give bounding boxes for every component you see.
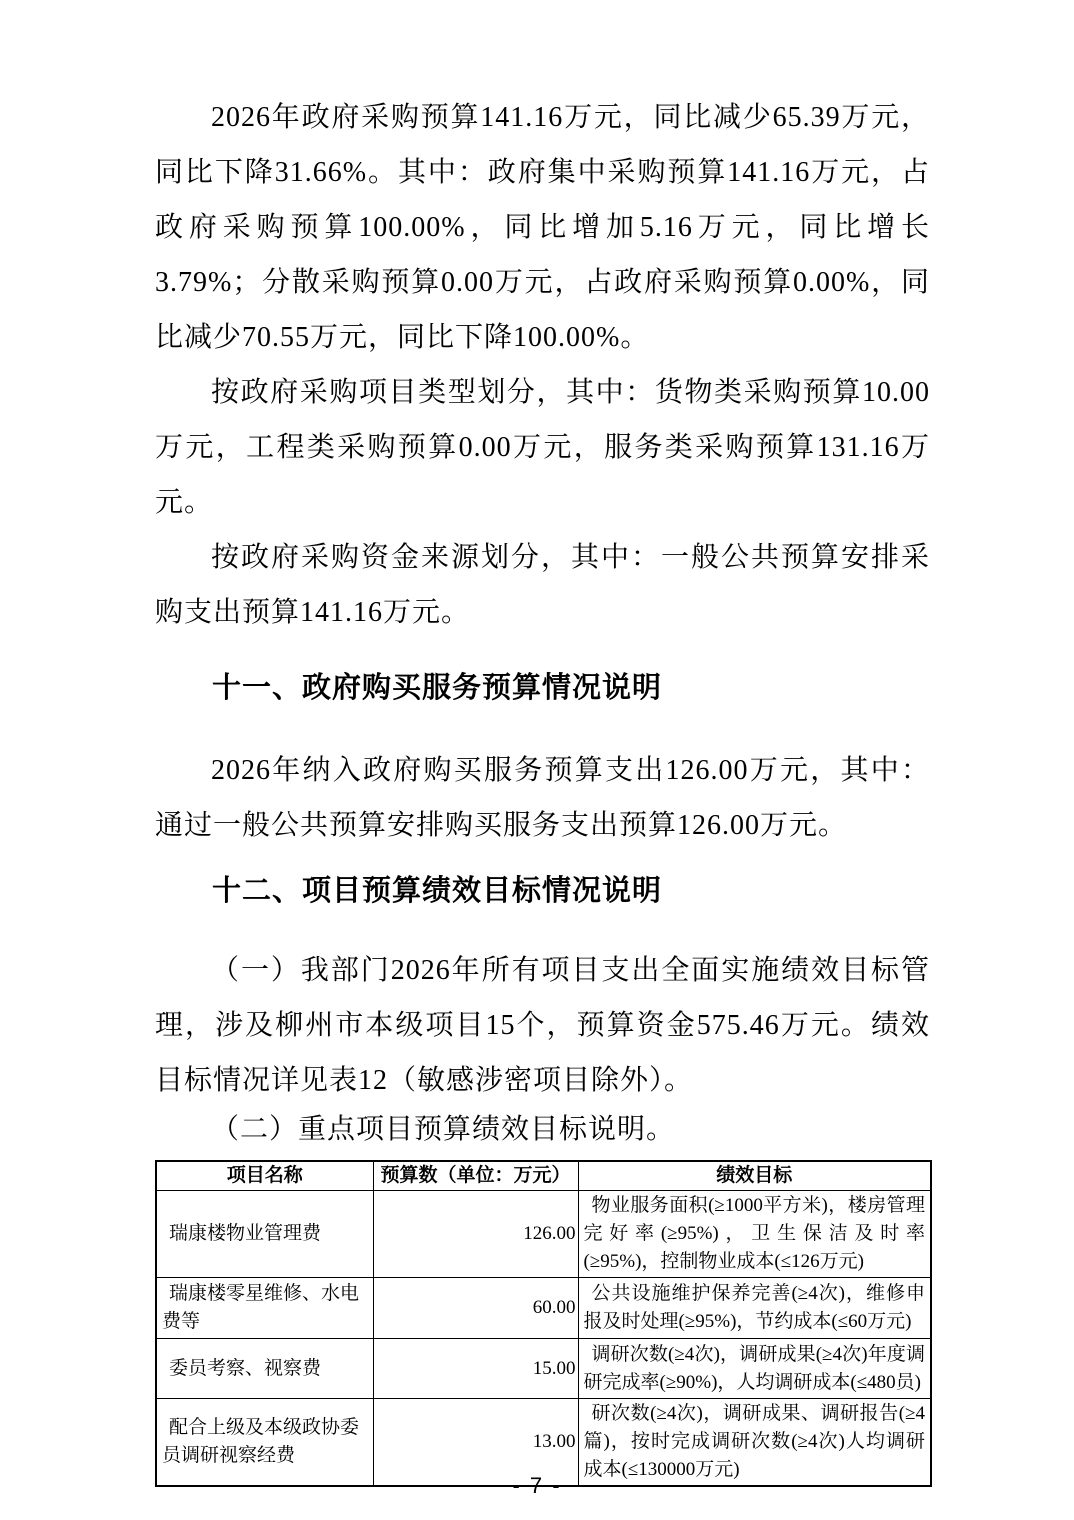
table-row: [156, 1278, 931, 1339]
paragraph-service-purchase: 2026年纳入政府购买服务预算支出126.00万元，其中：通过一般公共预算安排购买服务支出预算126.00万元。: [155, 755, 930, 841]
paragraph-by-fund-source: 按政府采购资金来源划分，其中：一般公共预算安排采购支出预算141.16万元。: [155, 542, 930, 628]
paragraph-performance-key: （二）重点项目预算绩效目标说明。: [211, 1114, 676, 1145]
cell-project-name: 瑞康楼零星维修、水电费等: [156, 1278, 373, 1339]
table-row: [156, 1191, 931, 1278]
table-row: [156, 1339, 931, 1399]
table-header-row: [156, 1161, 931, 1191]
page-number: - 7 -: [512, 1473, 562, 1498]
heading-section-12: 十二、项目预算绩效目标情况说明: [212, 875, 663, 907]
cell-project-name: 委员考察、视察费: [156, 1339, 373, 1399]
cell-performance-target: 研次数(≥4次)，调研成果、调研报告(≥4篇)，按时完成调研次数(≥4次)人均调研成本(≤130000万元): [578, 1399, 931, 1487]
cell-project-name: 瑞康楼物业管理费: [156, 1191, 373, 1278]
cell-budget: 13.00: [373, 1399, 578, 1487]
column-header-performance-target: 绩效目标: [578, 1161, 931, 1191]
column-header-project-name: 项目名称: [156, 1161, 373, 1191]
paragraph-performance-overview: （一）我部门2026年所有项目支出全面实施绩效目标管理，涉及柳州市本级项目15个，预算资金575.46万元。绩效目标情况详见表12（敏感涉密项目除外）。: [155, 955, 930, 1096]
performance-target-table: [155, 1160, 932, 1487]
cell-project-name: 配合上级及本级政协委员调研视察经费: [156, 1399, 373, 1487]
paragraph-procurement-overview: 2026年政府采购预算141.16万元，同比减少65.39万元，同比下降31.66%。其中：政府集中采购预算141.16万元，占政府采购预算100.00%，同比增加5.16万元，同比增长3.79%；分散采购预算0.00万元，占政府采购预算0.00%，同比减少70.55万元，同比下降100.00%。: [155, 102, 930, 353]
cell-budget: 60.00: [373, 1278, 578, 1339]
heading-section-11: 十一、政府购买服务预算情况说明: [212, 672, 663, 704]
cell-performance-target: 物业服务面积(≥1000平方米)，楼房管理完好率(≥95%)，卫生保洁及时率(≥95%)，控制物业成本(≤126万元): [578, 1191, 931, 1278]
document-content: [155, 0, 930, 1487]
paragraph-by-project-type: 按政府采购项目类型划分，其中：货物类采购预算10.00万元，工程类采购预算0.00万元，服务类采购预算131.16万元。: [155, 377, 930, 518]
column-header-budget: 预算数（单位：万元）: [373, 1161, 578, 1191]
cell-budget: 15.00: [373, 1339, 578, 1399]
cell-budget: 126.00: [373, 1191, 578, 1278]
cell-performance-target: 公共设施维护保养完善(≥4次)，维修申报及时处理(≥95%)，节约成本(≤60万元): [578, 1278, 931, 1339]
cell-performance-target: 调研次数(≥4次)，调研成果(≥4次)年度调研完成率(≥90%)，人均调研成本(≤480员): [578, 1339, 931, 1399]
